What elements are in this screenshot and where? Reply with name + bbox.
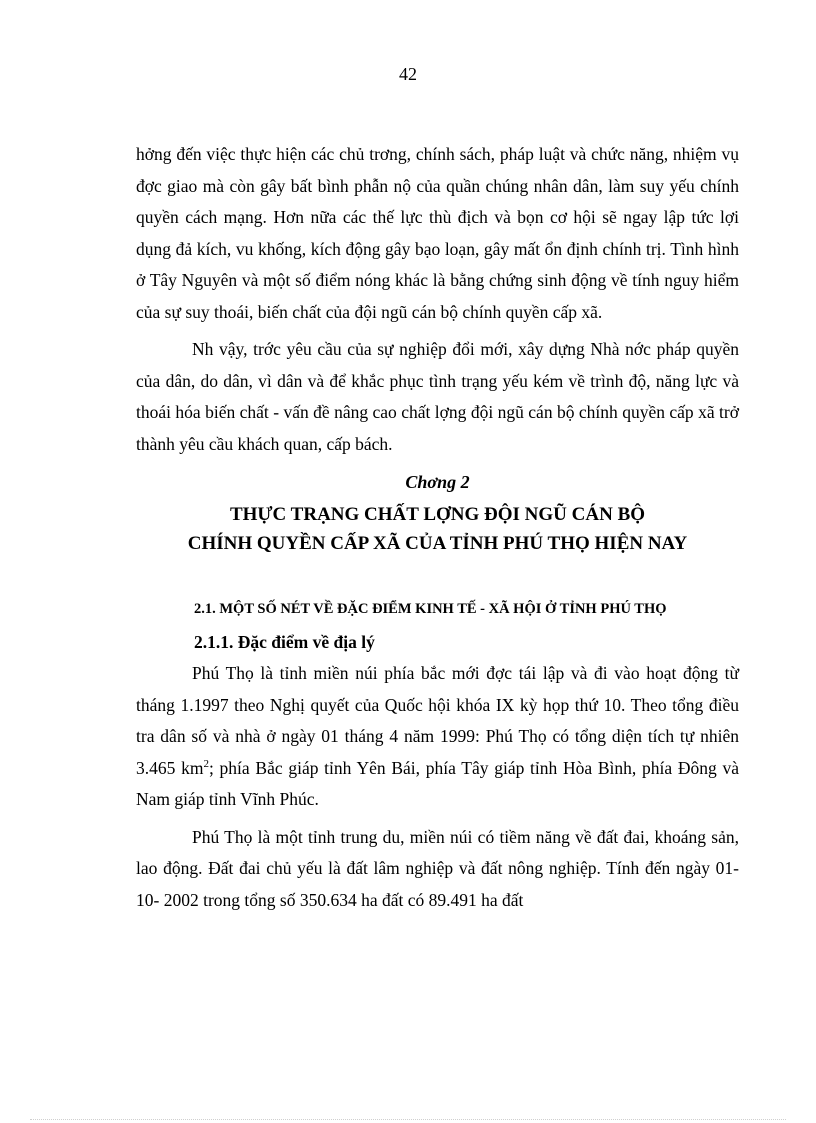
chapter-label: Chơng 2 (405, 472, 470, 492)
document-body (136, 139, 739, 916)
paragraph-geography (136, 658, 739, 816)
section-heading: 2.1. MỘT SỐ NÉT VỀ ĐẶC ĐIỂM KINH TẾ - XÃ HỘI Ở TỈNH PHÚ THỌ (194, 601, 667, 617)
chapter-title (136, 500, 739, 558)
paragraph-land: Phú Thọ là một tỉnh trung du, miền núi có tiềm năng về đất đai, khoáng sản, lao động. Đất đai chủ yếu là đất lâm nghiệp và đất nông nghiệp. Tính đến ngày 01-10- 2002 trong tổng số 350.634 ha đất có 89.491 ha đất (136, 826, 739, 910)
superscript-two: 2 (203, 757, 209, 770)
paragraph-requirements: Nh vậy, trớc yêu cầu của sự nghiệp đổi mới, xây dựng Nhà nớc pháp quyền của dân, do dân, vì dân và để khắc phục tình trạng yếu kém về trình độ, năng lực và thoái hóa biến chất - vấn đề nâng cao chất lợng đội ngũ cán bộ chính quyền cấp xã trở thành yêu cầu khách quan, cấp bách. (136, 339, 739, 454)
chapter-title-line-2: CHÍNH QUYỀN CẤP XÃ CỦA TỈNH PHÚ THỌ HIỆN NAY (187, 533, 688, 554)
geography-text-continued: ; phía Bắc giáp tỉnh Yên Bái, phía Tây giáp tỉnh Hòa Bình, phía Đông và Nam giáp tỉnh Vĩnh Phúc. (136, 757, 739, 809)
chapter-title-line-1: THỰC TRẠNG CHẤT LỢNG ĐỘI NGŨ CÁN BỘ (229, 504, 646, 525)
geography-text: Phú Thọ là tỉnh miền núi phía bắc mới đợc tái lập và đi vào hoạt động từ tháng 1.1997 theo Nghị quyết của Quốc hội khóa IX kỳ họp thứ 10. Theo tổng điều tra dân số và nhà ở ngày 01 tháng 4 năm 1999: Phú Thọ có tổng diện tích tự nhiên 3.465 km (136, 663, 739, 778)
page-number: 42 (399, 64, 417, 84)
paragraph-consequences: hởng đến việc thực hiện các chủ trơng, chính sách, pháp luật và chức năng, nhiệm vụ đợc giao mà còn gây bất bình phẫn nộ của quần chúng nhân dân, làm suy yếu chính quyền cách mạng. Hơn nữa các thế lực thù địch và bọn cơ hội sẽ ngay lập tức lợi dụng đả kích, vu khống, kích động gây bạo loạn, gây mất ổn định chính trị. Tình hình ở Tây Nguyên và một số điểm nóng khác là bằng chứng sinh động về tính nguy hiểm của sự suy thoái, biến chất của đội ngũ cán bộ chính quyền cấp xã. (136, 144, 739, 322)
subsection-heading: 2.1.1. Đặc điểm về địa lý (194, 632, 375, 652)
page-bottom-divider (30, 1119, 786, 1120)
